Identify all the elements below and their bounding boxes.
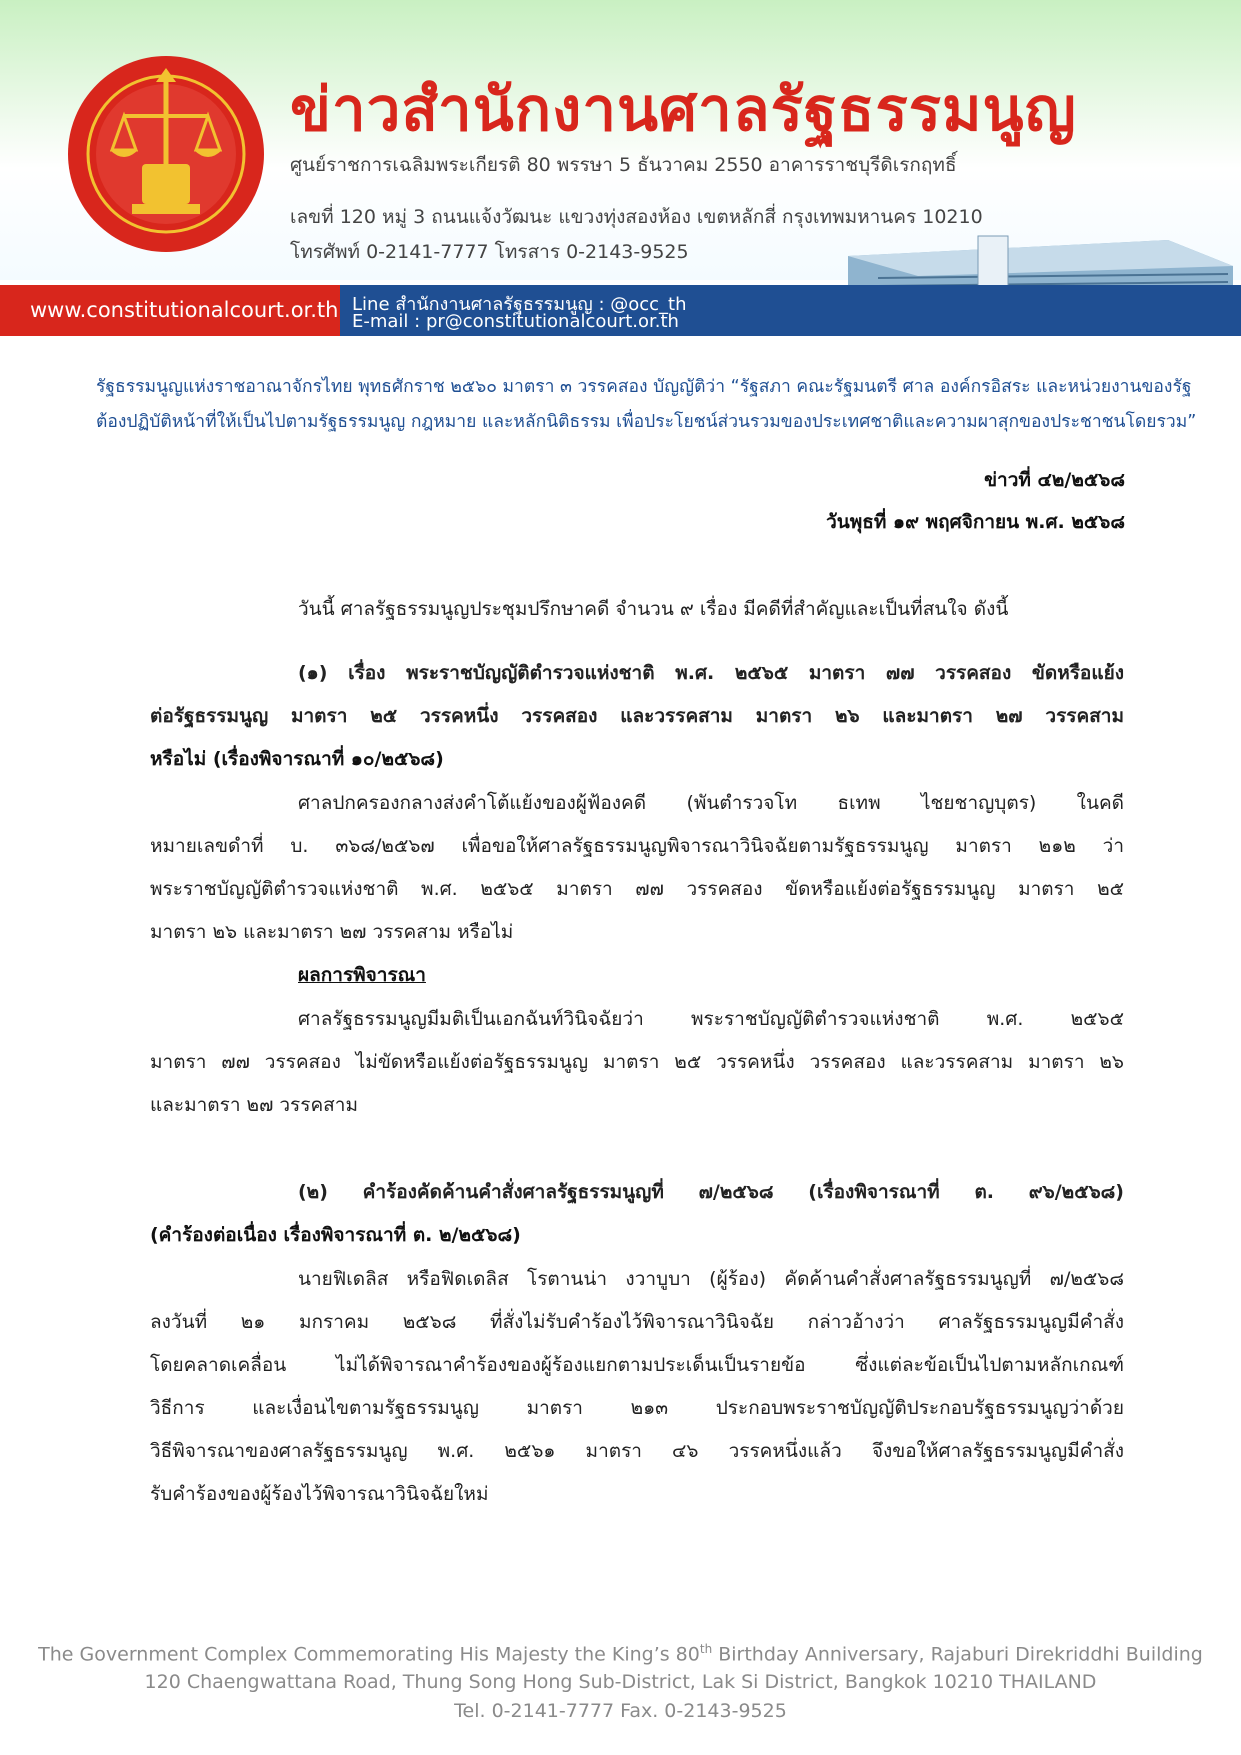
case2-facts-line: วิธีการ และเงื่อนไขตามรัฐธรรมนูญ มาตรา ๒๑๓ ประกอบพระราชบัญญัติประกอบรัฐธรรมนูญว่าด้วย <box>150 1397 1124 1419</box>
news-number: ข่าวที่ ๔๒/๒๕๖๘ <box>984 469 1125 491</box>
case1-result-heading: ผลการพิจารณา <box>298 964 426 986</box>
intro-paragraph: วันนี้ ศาลรัฐธรรมนูญประชุมปรึกษาคดี จำนวน ๙ เรื่อง มีคดีที่สำคัญและเป็นที่สนใจ ดังนี้ <box>298 598 1009 620</box>
footer-contact-line: Tel. 0-2141-7777 Fax. 0-2143-9525 <box>454 1700 787 1722</box>
case2-title-line: (คำร้องต่อเนื่อง เรื่องพิจารณาที่ ต. ๒/๒๕๖๘) <box>150 1224 521 1246</box>
case2-title-line: (๒) คำร้องคัดค้านคำสั่งศาลรัฐธรรมนูญที่ ๗/๒๕๖๘ (เรื่องพิจารณาที่ ต. ๙๖/๒๕๖๘) <box>298 1181 1124 1203</box>
case1-facts-line: พระราชบัญญัติตำรวจแห่งชาติ พ.ศ. ๒๕๖๕ มาตรา ๗๗ วรรคสอง ขัดหรือแย้งต่อรัฐธรรมนูญ มาตรา ๒๕ <box>150 878 1124 900</box>
constitutional-court-seal-logo <box>66 54 266 254</box>
case1-title-line: ต่อรัฐธรรมนูญ มาตรา ๒๕ วรรคหนึ่ง วรรคสอง และวรรคสาม มาตรา ๒๖ และมาตรา ๒๗ วรรคสาม <box>150 705 1124 727</box>
news-date: วันพุธที่ ๑๙ พฤศจิกายน พ.ศ. ๒๕๖๘ <box>826 511 1125 533</box>
case1-result-line: มาตรา ๗๗ วรรคสอง ไม่ขัดหรือแย้งต่อรัฐธรรมนูญ มาตรา ๒๕ วรรคหนึ่ง วรรคสอง และวรรคสาม มาตรา ๒๖ <box>150 1051 1124 1073</box>
case1-title-line: (๑) เรื่อง พระราชบัญญัติตำรวจแห่งชาติ พ.ศ. ๒๕๖๕ มาตรา ๗๗ วรรคสอง ขัดหรือแย้ง <box>298 662 1124 684</box>
line-contact: Line สำนักงานศาลรัฐธรรมนูญ : @occ_th <box>352 294 687 315</box>
header-address-line: ศูนย์ราชการเฉลิมพระเกียรติ 80 พรรษา 5 ธันวาคม 2550 อาคารราชบุรีดิเรกฤทธิ์ <box>290 154 957 176</box>
case1-title-line: หรือไม่ (เรื่องพิจารณาที่ ๑๐/๒๕๖๘) <box>150 748 444 770</box>
email-contact: E-mail : pr@constitutionalcourt.or.th <box>352 311 679 332</box>
case1-facts-line: หมายเลขดำที่ บ. ๓๖๘/๒๕๖๗ เพื่อขอให้ศาลรัฐธรรมนูญพิจารณาวินิจฉัยตามรัฐธรรมนูญ มาตรา ๒๑๒ ว่า <box>150 835 1124 857</box>
case2-facts-line: รับคำร้องของผู้ร้องไว้พิจารณาวินิจฉัยใหม่ <box>150 1483 489 1505</box>
footer-address-line: The Government Complex Commemorating His Majesty the King’s 80th Birthday Anniversary, Rajaburi Direkriddhi Building <box>38 1642 1203 1666</box>
case2-facts-line: วิธีพิจารณาของศาลรัฐธรรมนูญ พ.ศ. ๒๕๖๑ มาตรา ๔๖ วรรคหนึ่งแล้ว จึงขอให้ศาลรัฐธรรมนูญมีคำสั่ง <box>150 1440 1124 1462</box>
header-phone-line: โทรศัพท์ 0-2141-7777 โทรสาร 0-2143-9525 <box>290 241 689 263</box>
case1-facts-line: มาตรา ๒๖ และมาตรา ๒๗ วรรคสาม หรือไม่ <box>150 921 514 943</box>
case2-facts-line: นายฟิเดลิส หรือฟิดเดลิส โรตานน่า งวาบูบา (ผู้ร้อง) คัดค้านคำสั่งศาลรัฐธรรมนูญที่ ๗/๒๕๖๘ <box>298 1268 1124 1290</box>
website-link[interactable]: www.constitutionalcourt.or.th <box>30 298 339 322</box>
case2-facts-line: โดยคลาดเคลื่อน ไม่ได้พิจารณาคำร้องของผู้ร้องแยกตามประเด็นเป็นรายข้อ ซึ่งแต่ละข้อเป็นไปตามหลักเกณฑ์ <box>150 1354 1124 1376</box>
case1-result-line: และมาตรา ๒๗ วรรคสาม <box>150 1094 358 1116</box>
header-address-line: เลขที่ 120 หมู่ 3 ถนนแจ้งวัฒนะ แขวงทุ่งสองห้อง เขตหลักสี่ กรุงเทพมหานคร 10210 <box>290 206 983 228</box>
header-title: ข่าวสำนักงานศาลรัฐธรรมนูญ <box>290 75 1077 145</box>
case2-facts-line: ลงวันที่ ๒๑ มกราคม ๒๕๖๘ ที่สั่งไม่รับคำร้องไว้พิจารณาวินิจฉัย กล่าวอ้างว่า ศาลรัฐธรรมนูญมีคำสั่ง <box>150 1311 1124 1333</box>
constitution-quote-line: รัฐธรรมนูญแห่งราชอาณาจักรไทย พุทธศักราช ๒๕๖๐ มาตรา ๓ วรรคสอง บัญญัติว่า “รัฐสภา คณะรัฐมนตรี ศาล องค์กรอิสระ และหน่วยงานของรัฐ <box>96 377 1192 397</box>
constitution-quote-line: ต้องปฏิบัติหน้าที่ให้เป็นไปตามรัฐธรรมนูญ กฎหมาย และหลักนิติธรรม เพื่อประโยชน์ส่วนรวมของประเทศชาติและความผาสุกของประชาชนโดยรวม” <box>96 412 1197 432</box>
case1-result-line: ศาลรัฐธรรมนูญมีมติเป็นเอกฉันท์วินิจฉัยว่า พระราชบัญญัติตำรวจแห่งชาติ พ.ศ. ๒๕๖๕ <box>298 1008 1124 1030</box>
case1-facts-line: ศาลปกครองกลางส่งคำโต้แย้งของผู้ฟ้องคดี (พันตำรวจโท ธเทพ ไชยชาญบุตร) ในคดี <box>298 792 1124 814</box>
footer-address-line: 120 Chaengwattana Road, Thung Song Hong Sub-District, Lak Si District, Bangkok 10210 THAILAND <box>144 1671 1097 1693</box>
